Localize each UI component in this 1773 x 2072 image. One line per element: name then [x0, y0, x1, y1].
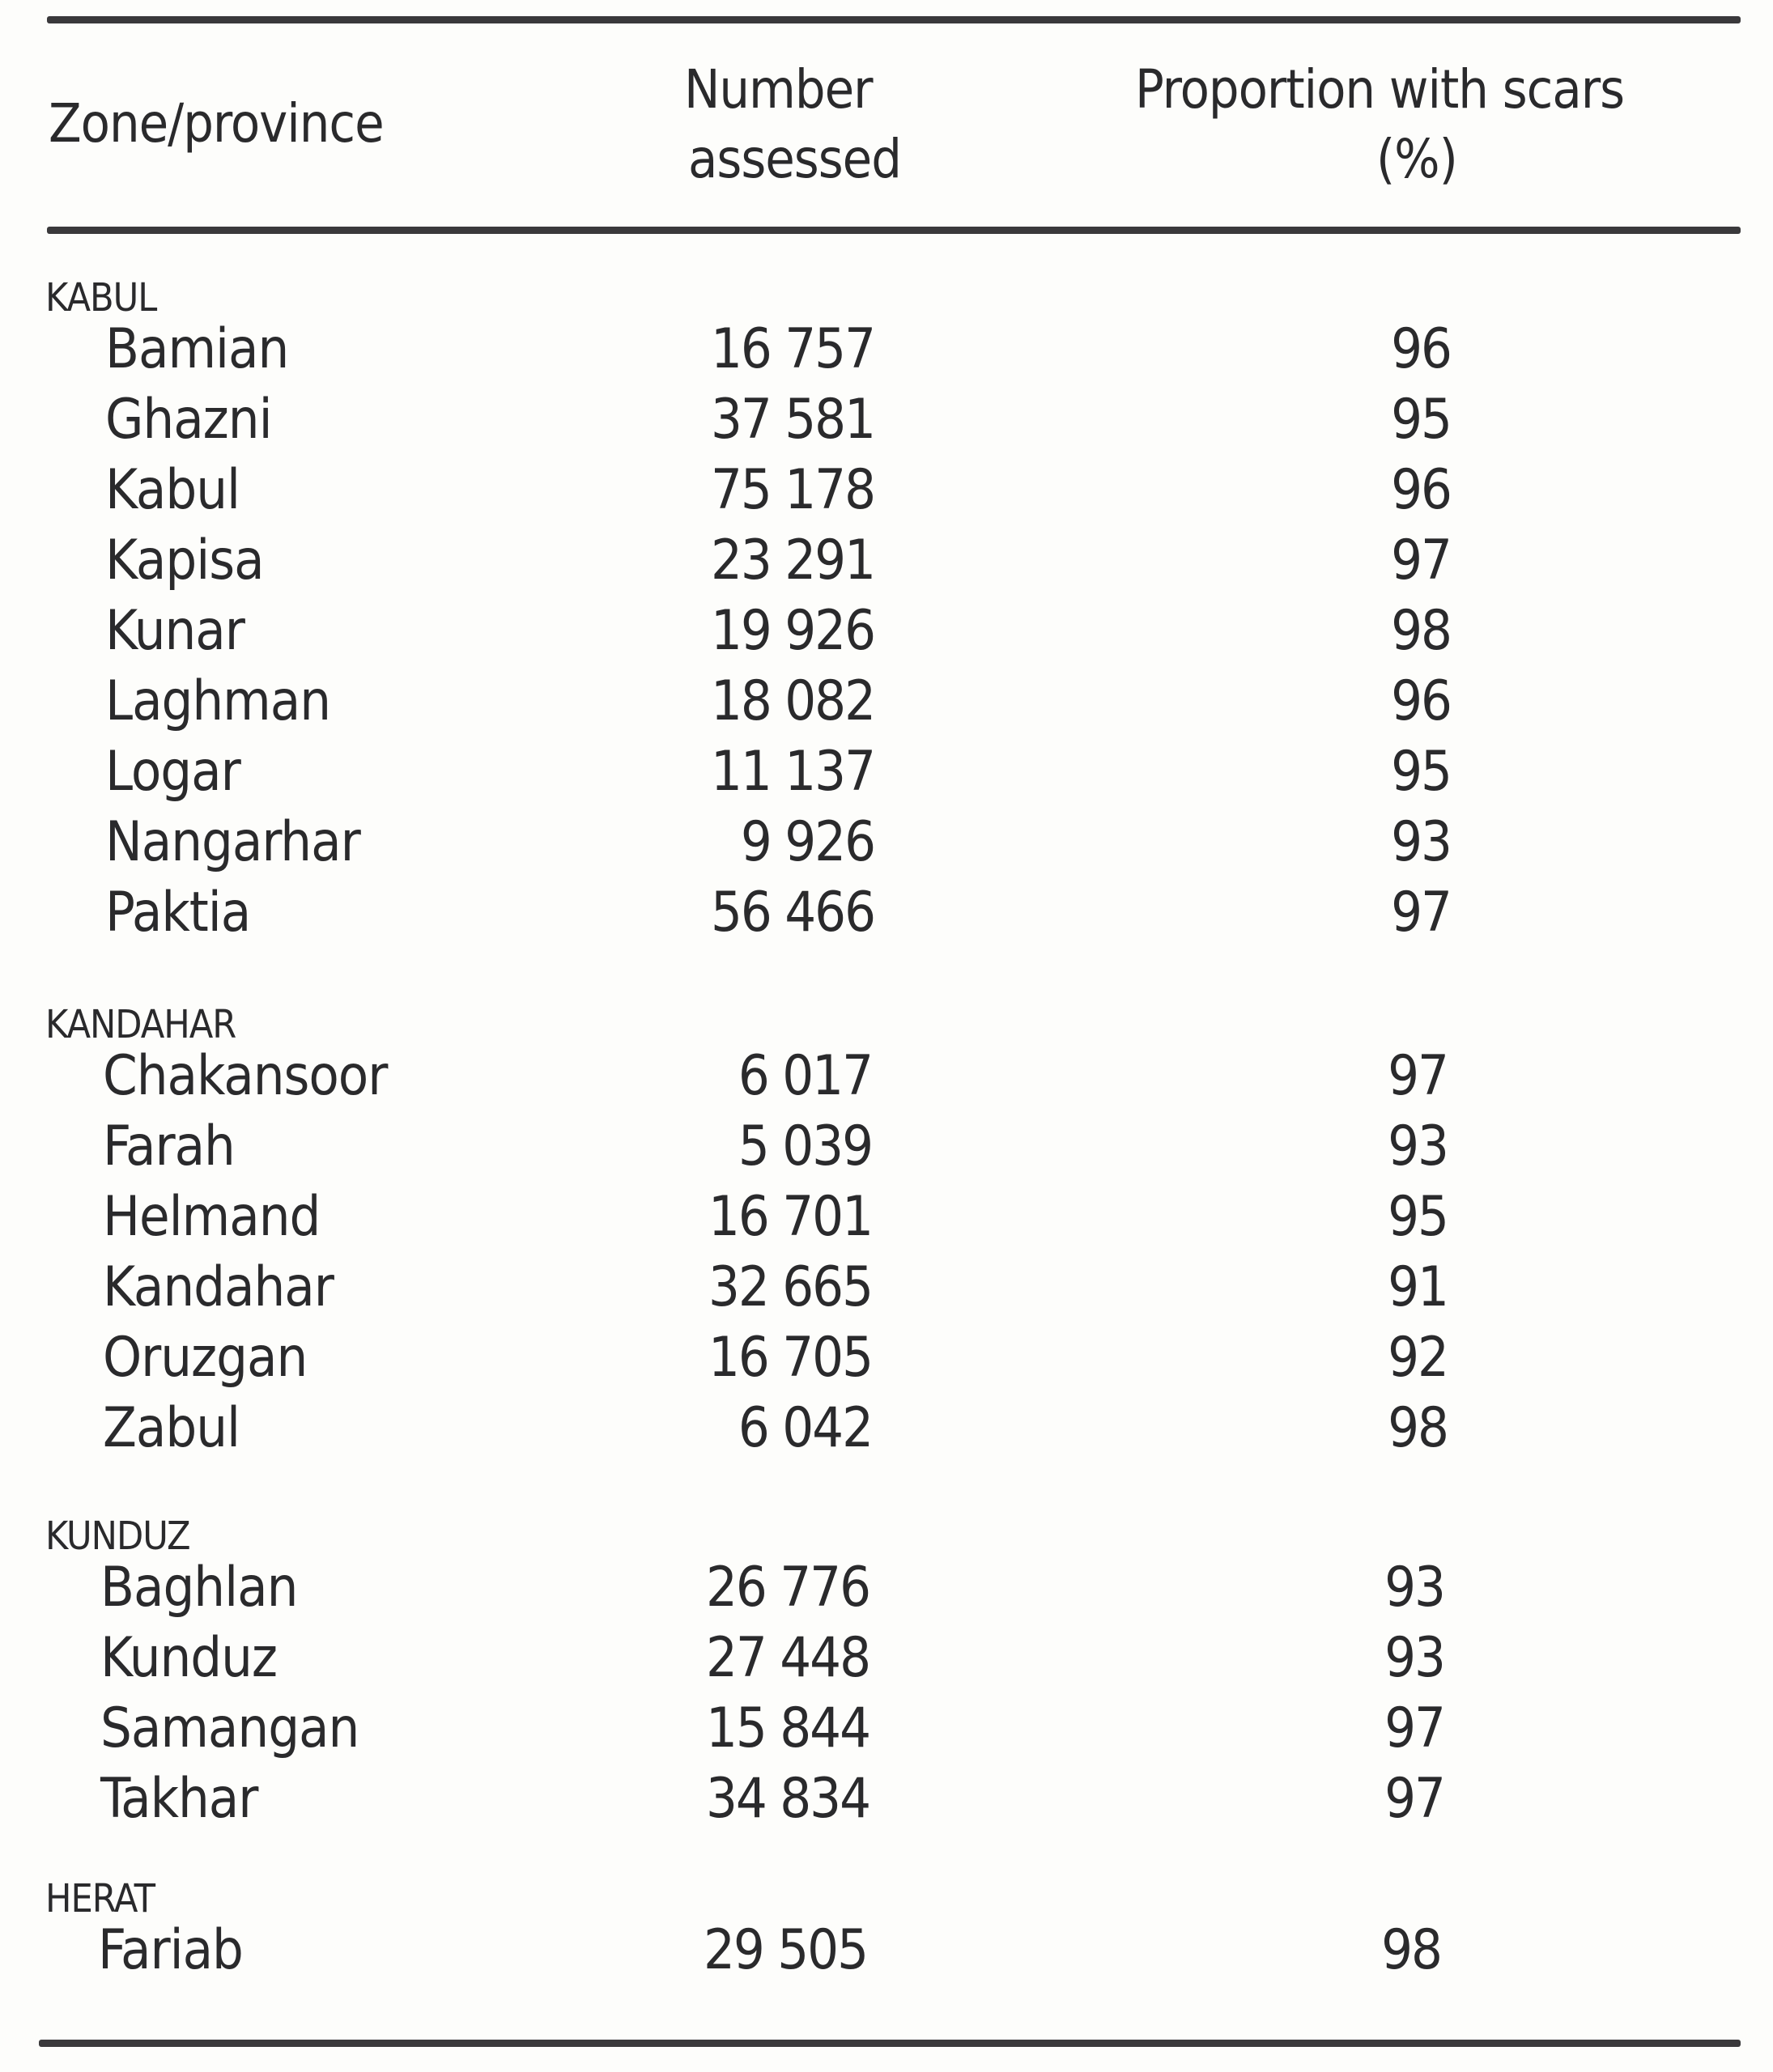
proportion-with-scars: 95	[1388, 1185, 1448, 1249]
proportion-with-scars: 93	[1391, 810, 1451, 874]
proportion-with-scars: 95	[1391, 388, 1451, 452]
province-name: Kabul	[105, 458, 240, 522]
number-assessed: 19 926	[711, 599, 874, 663]
number-assessed: 6 017	[738, 1044, 872, 1108]
number-assessed: 23 291	[711, 529, 874, 592]
province-name: Farah	[103, 1115, 235, 1178]
number-assessed: 32 665	[708, 1255, 872, 1319]
zone-heading: KANDAHAR	[45, 1002, 236, 1047]
proportion-with-scars: 91	[1388, 1255, 1448, 1319]
number-assessed: 16 705	[708, 1326, 872, 1390]
proportion-with-scars: 93	[1384, 1556, 1444, 1620]
province-name: Helmand	[103, 1185, 321, 1249]
province-name: Ghazni	[105, 388, 272, 452]
number-assessed: 27 448	[706, 1626, 869, 1690]
province-name: Takhar	[100, 1767, 258, 1831]
top-rule	[47, 16, 1741, 23]
province-name: Kunar	[105, 599, 244, 663]
province-name: Fariab	[98, 1918, 243, 1982]
province-name: Paktia	[105, 881, 251, 945]
province-name: Chakansoor	[103, 1044, 388, 1108]
province-name: Oruzgan	[103, 1326, 308, 1390]
bottom-rule	[39, 2040, 1741, 2047]
zone-heading: HERAT	[45, 1876, 155, 1921]
number-assessed: 26 776	[706, 1556, 869, 1620]
province-name: Kunduz	[100, 1626, 278, 1690]
province-name: Laghman	[105, 669, 331, 733]
number-assessed: 37 581	[711, 388, 874, 452]
header-number-line2: assessed	[688, 128, 901, 190]
proportion-with-scars: 96	[1391, 458, 1451, 522]
number-assessed: 16 701	[708, 1185, 872, 1249]
proportion-with-scars: 93	[1388, 1115, 1448, 1178]
proportion-with-scars: 98	[1388, 1396, 1448, 1460]
province-name: Nangarhar	[105, 810, 360, 874]
proportion-with-scars: 97	[1391, 529, 1451, 592]
proportion-with-scars: 98	[1391, 599, 1451, 663]
proportion-with-scars: 97	[1391, 881, 1451, 945]
header-proportion-line2: (%)	[1376, 128, 1457, 190]
province-name: Baghlan	[100, 1556, 298, 1620]
proportion-with-scars: 93	[1384, 1626, 1444, 1690]
proportion-with-scars: 95	[1391, 740, 1451, 804]
header-rule	[47, 227, 1741, 234]
proportion-with-scars: 96	[1391, 669, 1451, 733]
header-zone-province: Zone/province	[49, 92, 384, 155]
proportion-with-scars: 97	[1384, 1767, 1444, 1831]
header-proportion-line1: Proportion with scars	[1135, 58, 1625, 121]
province-name: Samangan	[100, 1696, 359, 1760]
province-name: Zabul	[103, 1396, 240, 1460]
number-assessed: 34 834	[706, 1767, 869, 1831]
number-assessed: 6 042	[738, 1396, 872, 1460]
zone-heading: KABUL	[45, 275, 157, 321]
header-number-line1: Number	[684, 58, 873, 121]
province-name: Kapisa	[105, 529, 264, 592]
number-assessed: 5 039	[738, 1115, 872, 1178]
number-assessed: 9 926	[740, 810, 874, 874]
number-assessed: 75 178	[711, 458, 874, 522]
province-name: Kandahar	[103, 1255, 334, 1319]
number-assessed: 16 757	[711, 317, 874, 381]
number-assessed: 18 082	[711, 669, 874, 733]
zone-heading: KUNDUZ	[45, 1514, 190, 1559]
proportion-with-scars: 97	[1384, 1696, 1444, 1760]
proportion-with-scars: 98	[1381, 1918, 1441, 1982]
proportion-with-scars: 92	[1388, 1326, 1448, 1390]
province-name: Logar	[105, 740, 240, 804]
number-assessed: 56 466	[711, 881, 874, 945]
proportion-with-scars: 97	[1388, 1044, 1448, 1108]
number-assessed: 15 844	[706, 1696, 869, 1760]
province-name: Bamian	[105, 317, 289, 381]
proportion-with-scars: 96	[1391, 317, 1451, 381]
number-assessed: 11 137	[711, 740, 874, 804]
number-assessed: 29 505	[704, 1918, 867, 1982]
